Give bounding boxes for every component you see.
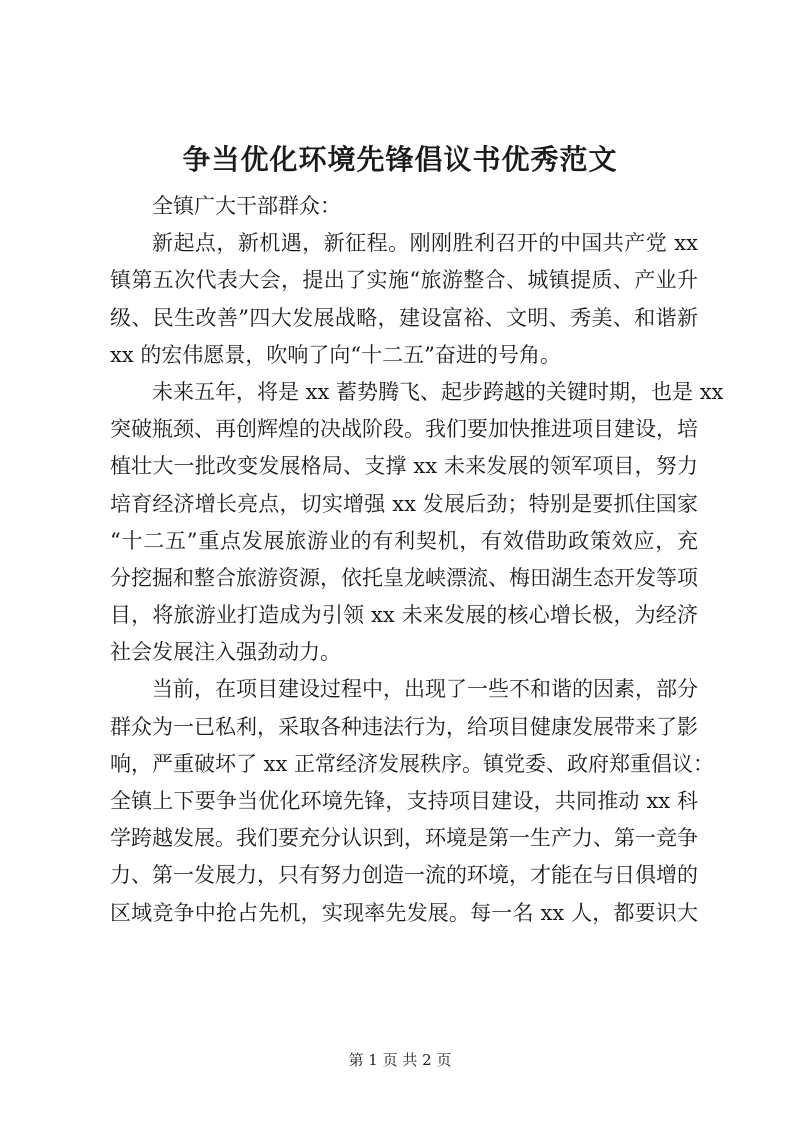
text-line: “十二五”重点发展旅游业的有利契机，有效借助政策效应，充: [110, 528, 698, 553]
document-title: 争当优化环境先锋倡议书优秀范文: [182, 143, 618, 176]
text-line: 社会发展注入强劲动力。: [110, 640, 341, 665]
text-line: 镇第五次代表大会，提出了实施“旅游整合、城镇提质、产业升: [110, 268, 698, 293]
text-line: 新起点，新机遇，新征程。刚刚胜利召开的中国共产党 xx: [152, 231, 698, 256]
text-line: 未来五年，将是 xx 蓄势腾飞、起步跨越的关键时期，也是 xx: [152, 379, 724, 404]
text-line: xx 的宏伟愿景，吹响了向“十二五”奋进的号角。: [110, 342, 561, 367]
text-line: 力、第一发展力，只有努力创造一流的环境，才能在与日俱增的: [110, 863, 698, 888]
text-line: 级、民生改善”四大发展战略，建设富裕、文明、秀美、和谐新: [110, 305, 698, 330]
text-line: 培育经济增长亮点，切实增强 xx 发展后劲；特别是要抓住国家: [110, 491, 698, 516]
text-line: 区域竞争中抢占先机，实现率先发展。每一名 xx 人，都要识大: [110, 900, 698, 925]
page-footer: 第 1 页 共 2 页: [348, 1051, 452, 1069]
text-line: 植壮大一批改变发展格局、支撑 xx 未来发展的领军项目，努力: [110, 454, 698, 479]
paragraph-3: [110, 671, 715, 931]
text-line: 响，严重破坏了 xx 正常经济发展秩序。镇党委、政府郑重倡议：: [110, 751, 715, 776]
salutation: 全镇广大干部群众：: [152, 194, 341, 218]
document-body: [110, 188, 724, 932]
text-line: 群众为一已私利，采取各种违法行为，给项目健康发展带来了影: [110, 714, 698, 739]
paragraph-1: [110, 225, 698, 374]
paragraph-2: [110, 374, 724, 672]
text-line: 突破瓶颈、再创辉煌的决战阶段。我们要加快推进项目建设，培: [110, 417, 698, 442]
text-line: 全镇上下要争当优化环境先锋，支持项目建设，共同推动 xx 科: [110, 789, 698, 813]
text-line: 目，将旅游业打造成为引领 xx 未来发展的核心增长极，为经济: [110, 603, 698, 628]
text-line: 分挖掘和整合旅游资源，依托皇龙峡漂流、梅田湖生态开发等项: [110, 565, 698, 590]
text-line: 学跨越发展。我们要充分认识到，环境是第一生产力、第一竞争: [110, 826, 698, 851]
text-line: 当前，在项目建设过程中，出现了一些不和谐的因素，部分: [152, 677, 698, 702]
